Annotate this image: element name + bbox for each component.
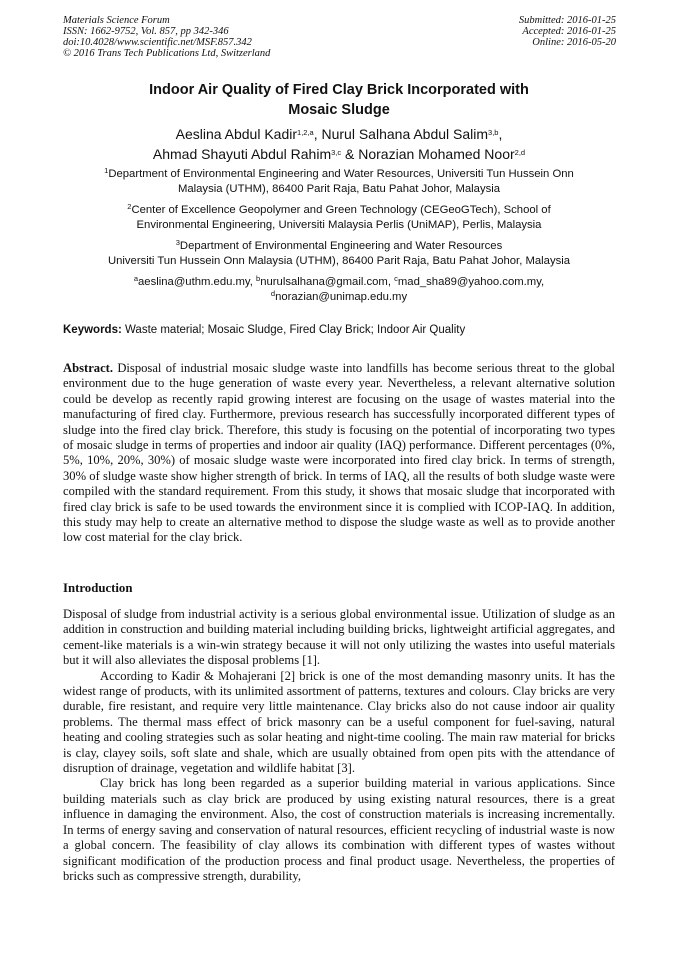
author-separator: , [313, 126, 322, 142]
author-name: Ahmad Shayuti Abdul Rahim [152, 146, 332, 162]
abstract [63, 361, 615, 546]
abstract-text: Disposal of industrial mosaic sludge waste into landfills has become serious threat to the global environment due to the huge generation of waste every year. Nevertheless, a relevant alternative solution could be develop as recently rapid growing interest are focusing on the usage of wastes material into the manufacturing of fired clay. Furthermore, previous research has successfully incorporated different types of sludge into the fired clay brick. Therefore, this study is focusing on the potential of incorporating two types of mosaic sludge in terms of properties and indoor air quality (IAQ) performance. Different percentages (0%, 5%, 10%, 20%, 30%) of mosaic sludge waste were incorporated into fired clay brick. In terms of strength, 30% of sludge waste show higher strength of brick. In terms of IAQ, all the results of both sludge waste were compiled with the standard requirement. From this study, it shows that mosaic sludge that incorporated with fired clay brick is safe to be used towards the environment since it is complied with ICOP-IAQ. In addition, this study may help to create an alternative method to dispose the sludge waste as well as to provide another low cost material for the clay brick. [63, 361, 615, 545]
affiliation-line: Environmental Engineering, Universiti Malaysia Perlis (UniMAP), Perlis, Malaysia [136, 219, 542, 231]
body-paragraph: Clay brick has long been regarded as a superior building material in various applications. Since building materials such as clay brick are produced by using existing natural resources, there is a great influence in damaging the environment. Also, the cost of construction materials is increasing incrementally. In terms of energy saving and conservation of natural resources, efficient recycling of industrial waste is now a global concern. The feasibility of clay allows its combination with different types of wastes without significant modification of the production process and final product usage. Nevertheless, the properties of bricks such as compressive strength, durability, [63, 776, 615, 883]
title-line-2: Mosaic Sludge [288, 102, 390, 118]
email-list [63, 275, 615, 305]
section-heading-introduction: Introduction [63, 581, 133, 595]
affiliation-text: Department of Environmental Engineering and Water Resources, Universiti Tun Hussein Onn [108, 168, 574, 180]
affiliation-marker: 2 [127, 202, 132, 211]
email-address: norazian@unimap.edu.my [275, 291, 408, 303]
affiliation-marker: 1 [104, 166, 109, 175]
affiliation-line [63, 239, 615, 254]
journal-name: Materials Science Forum [63, 15, 170, 26]
email-marker: c [394, 274, 398, 283]
email-marker: b [256, 274, 261, 283]
affiliation-1 [63, 167, 615, 197]
affiliation-line: Malaysia (UTHM), 86400 Parit Raja, Batu Pahat Johor, Malaysia [177, 183, 501, 195]
author-line-2 [63, 144, 615, 164]
author-affiliation-marker: 3,b [488, 128, 499, 137]
affiliation-line [63, 167, 615, 182]
body-paragraph: Disposal of sludge from industrial activity is a serious global environmental issue. Utilization of sludge as an addition in construction and building material including building bricks, lightweight artificial aggregates, and cement-like materials is a win-win strategy because it will not only utilizing the wastes into useful materials but it will also alleviates the disposal problems [1]. [63, 607, 615, 668]
copyright: © 2016 Trans Tech Publications Ltd, Switzerland [63, 48, 271, 59]
abstract-label: Abstract. [63, 361, 114, 375]
affiliation-text: Department of Environmental Engineering and Water Resources [179, 240, 503, 252]
keywords-text: Waste material; Mosaic Sludge, Fired Clay Brick; Indoor Air Quality [121, 324, 466, 336]
author-line-1 [63, 124, 615, 144]
email-line-1 [63, 275, 615, 290]
author-name: Norazian Mohamed Noor [358, 146, 515, 162]
introduction-body [63, 607, 615, 884]
doi: doi:10.4028/www.scientific.net/MSF.857.342 [63, 37, 252, 48]
issn: ISSN: 1662-9752, Vol. 857, pp 342-346 [63, 26, 229, 37]
author-affiliation-marker: 1,2,a [297, 128, 314, 137]
author-separator: , [498, 126, 503, 142]
keywords [63, 323, 615, 338]
body-paragraph: According to Kadir & Mohajerani [2] brick is one of the most demanding masonry units. It has the widest range of products, with its unlimited assortment of patterns, textures and colours. Clay bricks are very durable, fire resistant, and require very little maintenance. Clay bricks also do not cause indoor air quality problems. The thermal mass effect of brick masonry can be a useful component for fuel-saving, natural heating and cooling strategies such as solar heating and night-time cooling. The main raw material for bricks is clay, clayey soils, soft slate and shale, which are usually obtained from open pits with the attendance of disruption of drainage, vegetation and wildlife habitat [3]. [63, 668, 615, 776]
affiliation-line [63, 203, 615, 218]
paper-title [63, 80, 615, 120]
author-separator: & [341, 146, 359, 162]
keywords-label: Keywords: [63, 324, 122, 336]
affiliation-marker: 3 [175, 238, 180, 247]
author-affiliation-marker: 2,d [514, 148, 526, 157]
affiliation-2 [63, 203, 615, 233]
journal-info [63, 15, 270, 59]
author-affiliation-marker: 3,c [331, 148, 342, 157]
email-marker: a [133, 274, 139, 283]
email-address: nurulsalhana@gmail.com, [260, 276, 395, 288]
author-name: Aeslina Abdul Kadir [175, 126, 298, 142]
email-address: mad_sha89@yahoo.com.my, [397, 276, 545, 288]
email-address: aeslina@uthm.edu.my, [138, 276, 257, 288]
accepted-date: Accepted: 2016-01-25 [522, 26, 616, 37]
publication-dates [519, 15, 616, 48]
affiliation-3 [63, 239, 615, 269]
title-line-1: Indoor Air Quality of Fired Clay Brick Incorporated with [149, 82, 529, 98]
author-list [63, 124, 615, 164]
affiliation-text: Center of Excellence Geopolymer and Green Technology (CEGeoGTech), School of [131, 204, 551, 216]
online-date: Online: 2016-05-20 [532, 37, 616, 48]
author-name: Nurul Salhana Abdul Salim [321, 126, 489, 142]
submitted-date: Submitted: 2016-01-25 [518, 15, 616, 26]
affiliation-line: Universiti Tun Hussein Onn Malaysia (UTHM), 86400 Parit Raja, Batu Pahat Johor, Malaysia [107, 255, 571, 267]
email-marker: d [270, 289, 276, 298]
email-line-2 [63, 290, 615, 305]
